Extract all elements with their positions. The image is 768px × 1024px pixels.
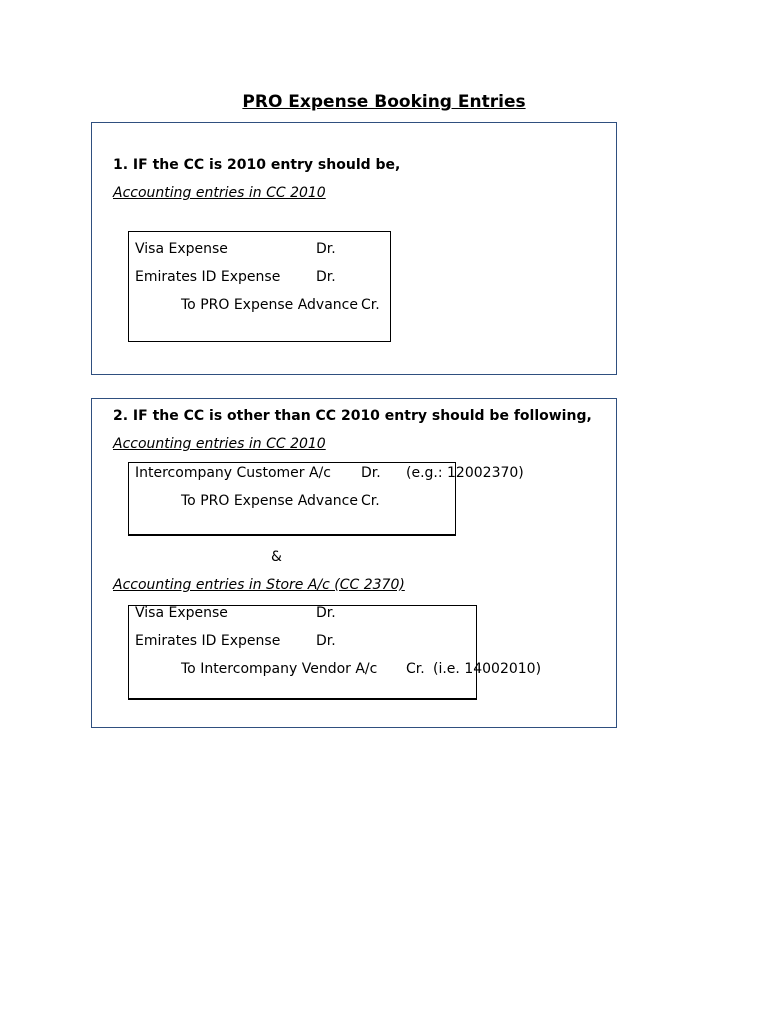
section1-subheading: Accounting entries in CC 2010 xyxy=(113,185,326,201)
entry-note: (e.g.: 12002370) xyxy=(406,465,524,481)
entry-side: Dr. xyxy=(316,633,336,649)
page-title: PRO Expense Booking Entries xyxy=(242,92,526,112)
entry-side: Cr. xyxy=(406,661,425,677)
entry-side: Cr. xyxy=(361,493,380,509)
section1-heading: 1. IF the CC is 2010 entry should be, xyxy=(113,157,401,173)
entry-side: Dr. xyxy=(316,269,336,285)
entry-account: To Intercompany Vendor A/c xyxy=(181,661,378,677)
section2-heading: 2. IF the CC is other than CC 2010 entry should be following, xyxy=(113,408,592,424)
entry-note: (i.e. 14002010) xyxy=(433,661,542,677)
entry-account: Emirates ID Expense xyxy=(135,633,281,649)
entry-account: To PRO Expense Advance xyxy=(181,297,358,313)
entry-account: Visa Expense xyxy=(135,605,228,621)
entry-account: Intercompany Customer A/c xyxy=(135,465,331,481)
entry-side: Cr. xyxy=(361,297,380,313)
entry-account: Emirates ID Expense xyxy=(135,269,281,285)
entry-account: To PRO Expense Advance xyxy=(181,493,358,509)
section2-subheading-store: Accounting entries in Store A/c (CC 2370) xyxy=(113,577,405,593)
section2-subheading-cc-2010: Accounting entries in CC 2010 xyxy=(113,436,326,452)
entry-side: Dr. xyxy=(316,241,336,257)
entry-account: Visa Expense xyxy=(135,241,228,257)
ampersand: & xyxy=(271,549,282,565)
entry-side: Dr. xyxy=(361,465,381,481)
entry-side: Dr. xyxy=(316,605,336,621)
